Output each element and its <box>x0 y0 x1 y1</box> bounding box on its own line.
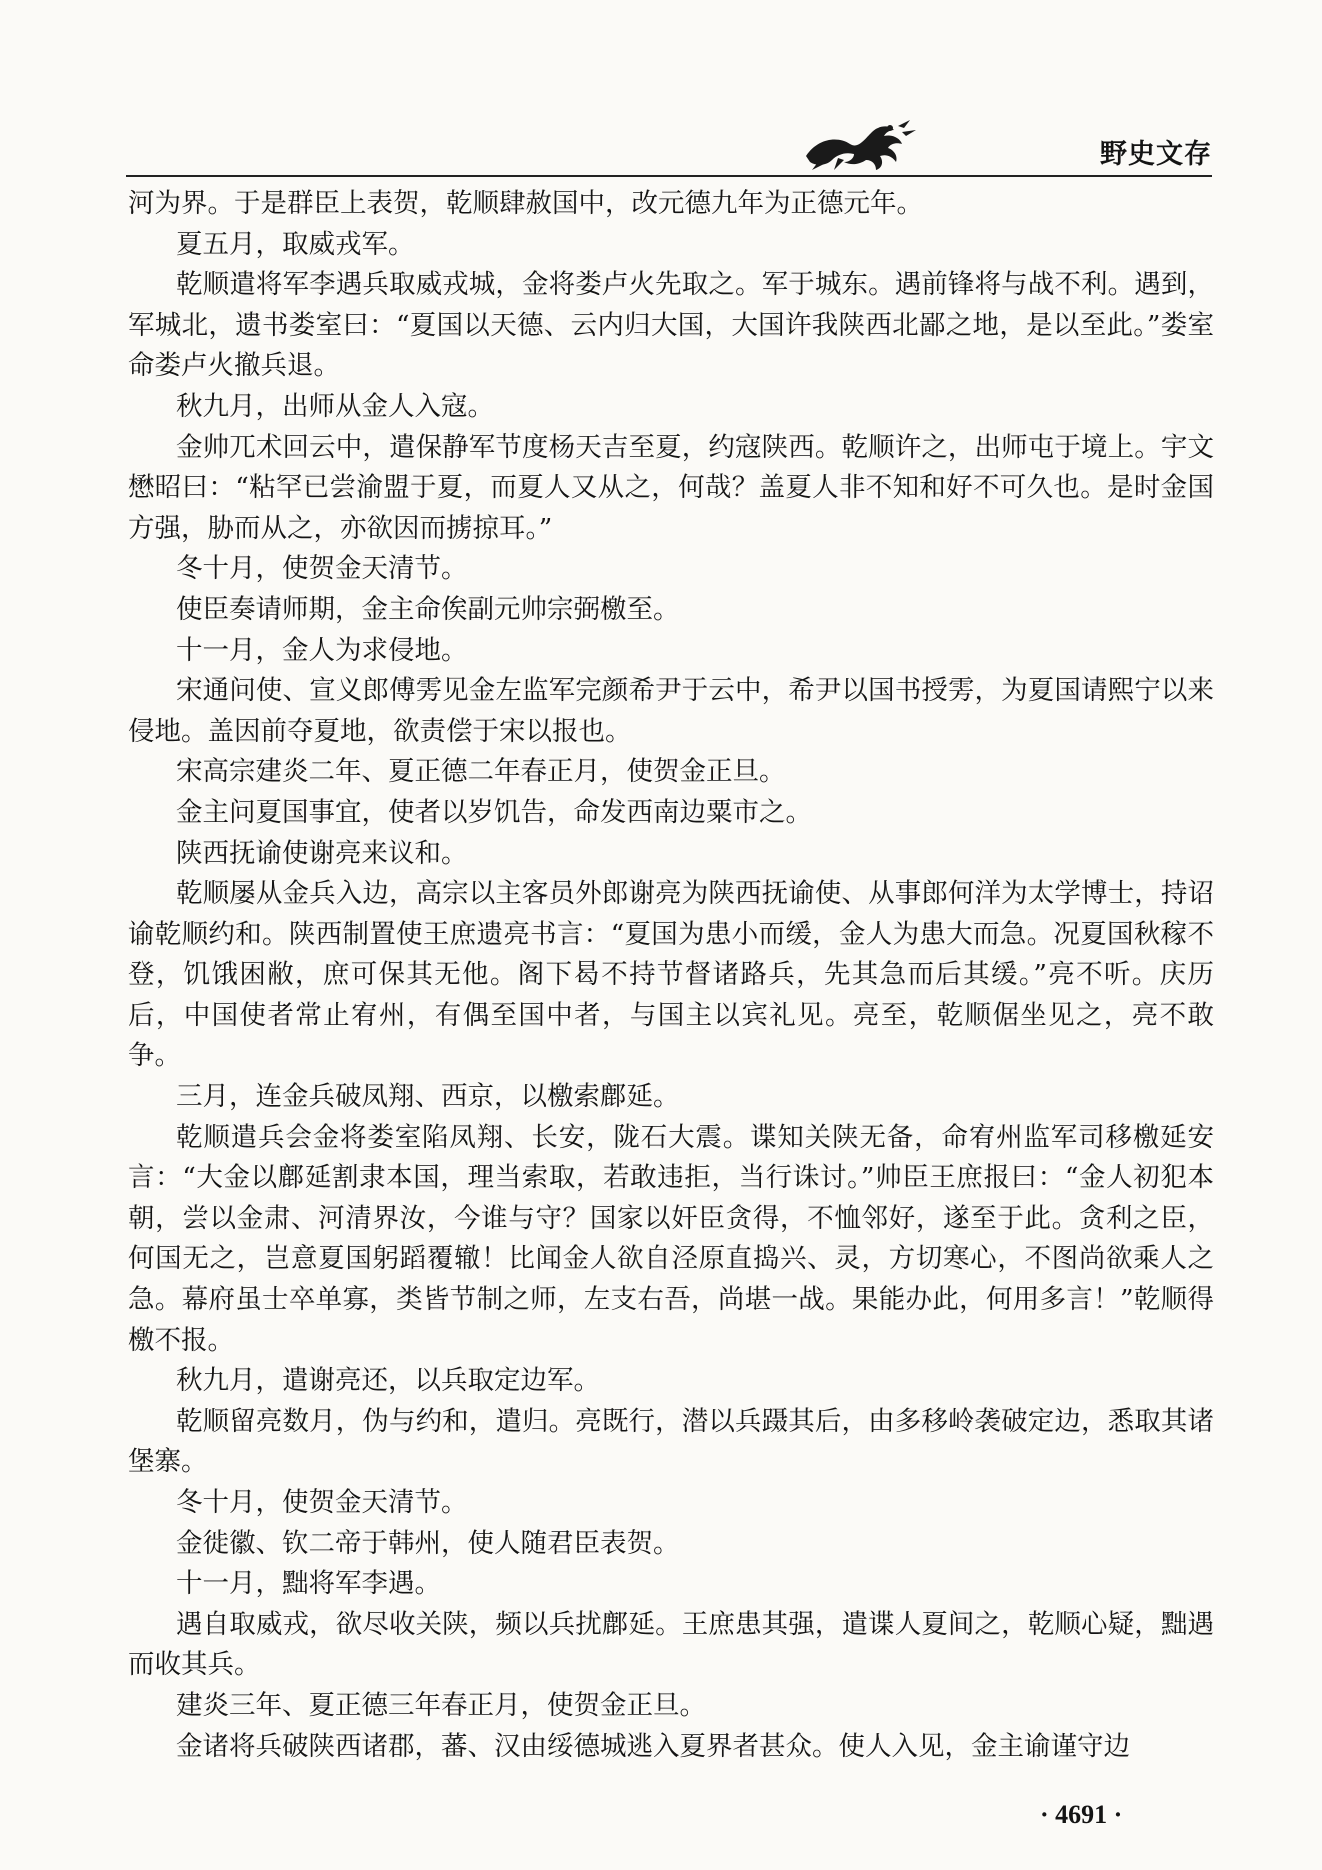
paragraph: 乾顺屡从金兵入边，高宗以主客员外郎谢亮为陕西抚谕使、从事郎何洋为太学博士，持诏谕乾顺约和。陕西制置使王庶遗亮书言：“夏国为患小而缓，金人为患大而急。况夏国秋稼不登，饥饿困敝，庶可保其无他。阁下曷不持节督诸路兵，先其急而后其缓。”亮不听。庆历后，中国使者常止宥州，有偶至国中者，与国主以宾礼见。亮至，乾顺倨坐见之，亮不敢争。 <box>128 878 1214 1072</box>
paragraph: 金主问夏国事宜，使者以岁饥告，命发西南边粟市之。 <box>176 796 812 828</box>
paragraph: 遇自取威戎，欲尽收关陕，频以兵扰鄜延。王庶患其强，遣谍人夏间之，乾顺心疑，黜遇而收其兵。 <box>128 1608 1214 1681</box>
paragraph: 宋高宗建炎二年、夏正德二年春正月，使贺金正旦。 <box>176 756 786 788</box>
paragraph: 十一月，黜将军李遇。 <box>176 1568 441 1600</box>
series-title: 野史文存 <box>1100 139 1212 170</box>
paragraph: 河为界。于是群臣上表贺，乾顺肆赦国中，改元德九年为正德元年。 <box>128 188 923 219</box>
page-header <box>126 118 1212 174</box>
paragraph: 冬十月，使贺金天清节。 <box>176 553 468 585</box>
paragraph: 乾顺遣兵会金将娄室陷凤翔、长安，陇石大震。谍知关陕无备，命宥州监军司移檄延安言：“大金以鄜延割隶本国，理当索取，若敢违拒，当行诛讨。”帅臣王庶报曰：“金人初犯本朝，尝以金肃、河清界汝，今谁与守？国家以奸臣贪得，不恤邻好，遂至于此。贪利之臣，何国无之，岂意夏国躬蹈覆辙！比闻金人欲自泾原直捣兴、灵，方切寒心，不图尚欲乘人之急。幕府虽士卒单寡，类皆节制之师，左支右吾，尚堪一战。果能办此，何用多言！”乾顺得檄不报。 <box>128 1121 1214 1356</box>
paragraph: 使臣奏请师期，金主命俟副元帅宗弼檄至。 <box>176 593 680 625</box>
paragraph: 秋九月，遣谢亮还，以兵取定边军。 <box>176 1365 600 1397</box>
paragraph: 金徙徽、钦二帝于韩州，使人随君臣表贺。 <box>176 1527 680 1559</box>
paragraph: 乾顺遣将军李遇兵取威戎城，金将娄卢火先取之。军于城东。遇前锋将与战不利。遇到，军城北，遗书娄室曰：“夏国以天德、云内归大国，大国许我陕西北鄙之地，是以至此。”娄室命娄卢火撤兵退。 <box>128 269 1214 382</box>
paragraph: 夏五月，取威戎军。 <box>176 228 415 260</box>
paragraph: 宋通问使、宣义郎傅雱见金左监军完颜希尹于云中，希尹以国书授雱，为夏国请熙宁以来侵地。盖因前夺夏地，欲责偿于宋以报也。 <box>128 675 1214 747</box>
header-rule <box>126 175 1212 177</box>
paragraph: 秋九月，出师从金人入寇。 <box>176 390 494 422</box>
dragon-emblem-icon <box>798 118 928 172</box>
paragraph: 十一月，金人为求侵地。 <box>176 634 468 666</box>
paragraph: 金诸将兵破陕西诸郡，蕃、汉由绥德城逃入夏界者甚众。使人入见，金主谕谨守边 <box>176 1730 1130 1762</box>
body-text <box>128 184 1214 1767</box>
paragraph: 三月，连金兵破凤翔、西京，以檄索鄜延。 <box>176 1081 680 1113</box>
paragraph: 乾顺留亮数月，伪与约和，遣归。亮既行，潜以兵蹑其后，由多移岭袭破定边，悉取其诸堡寨。 <box>128 1405 1214 1478</box>
paragraph: 建炎三年、夏正德三年春正月，使贺金正旦。 <box>176 1689 706 1721</box>
paragraph: 金帅兀术回云中，遣保静军节度杨天吉至夏，约寇陕西。乾顺许之，出师屯于境上。宇文懋昭曰：“粘罕已尝渝盟于夏，而夏人又从之，何哉？盖夏人非不知和好不可久也。是时金国方强，胁而从之，亦欲因而掳掠耳。” <box>128 431 1214 544</box>
paragraph: 冬十月，使贺金天清节。 <box>176 1487 468 1518</box>
page-number: · 4691 · <box>1040 1800 1123 1829</box>
paragraph: 陕西抚谕使谢亮来议和。 <box>176 837 468 869</box>
